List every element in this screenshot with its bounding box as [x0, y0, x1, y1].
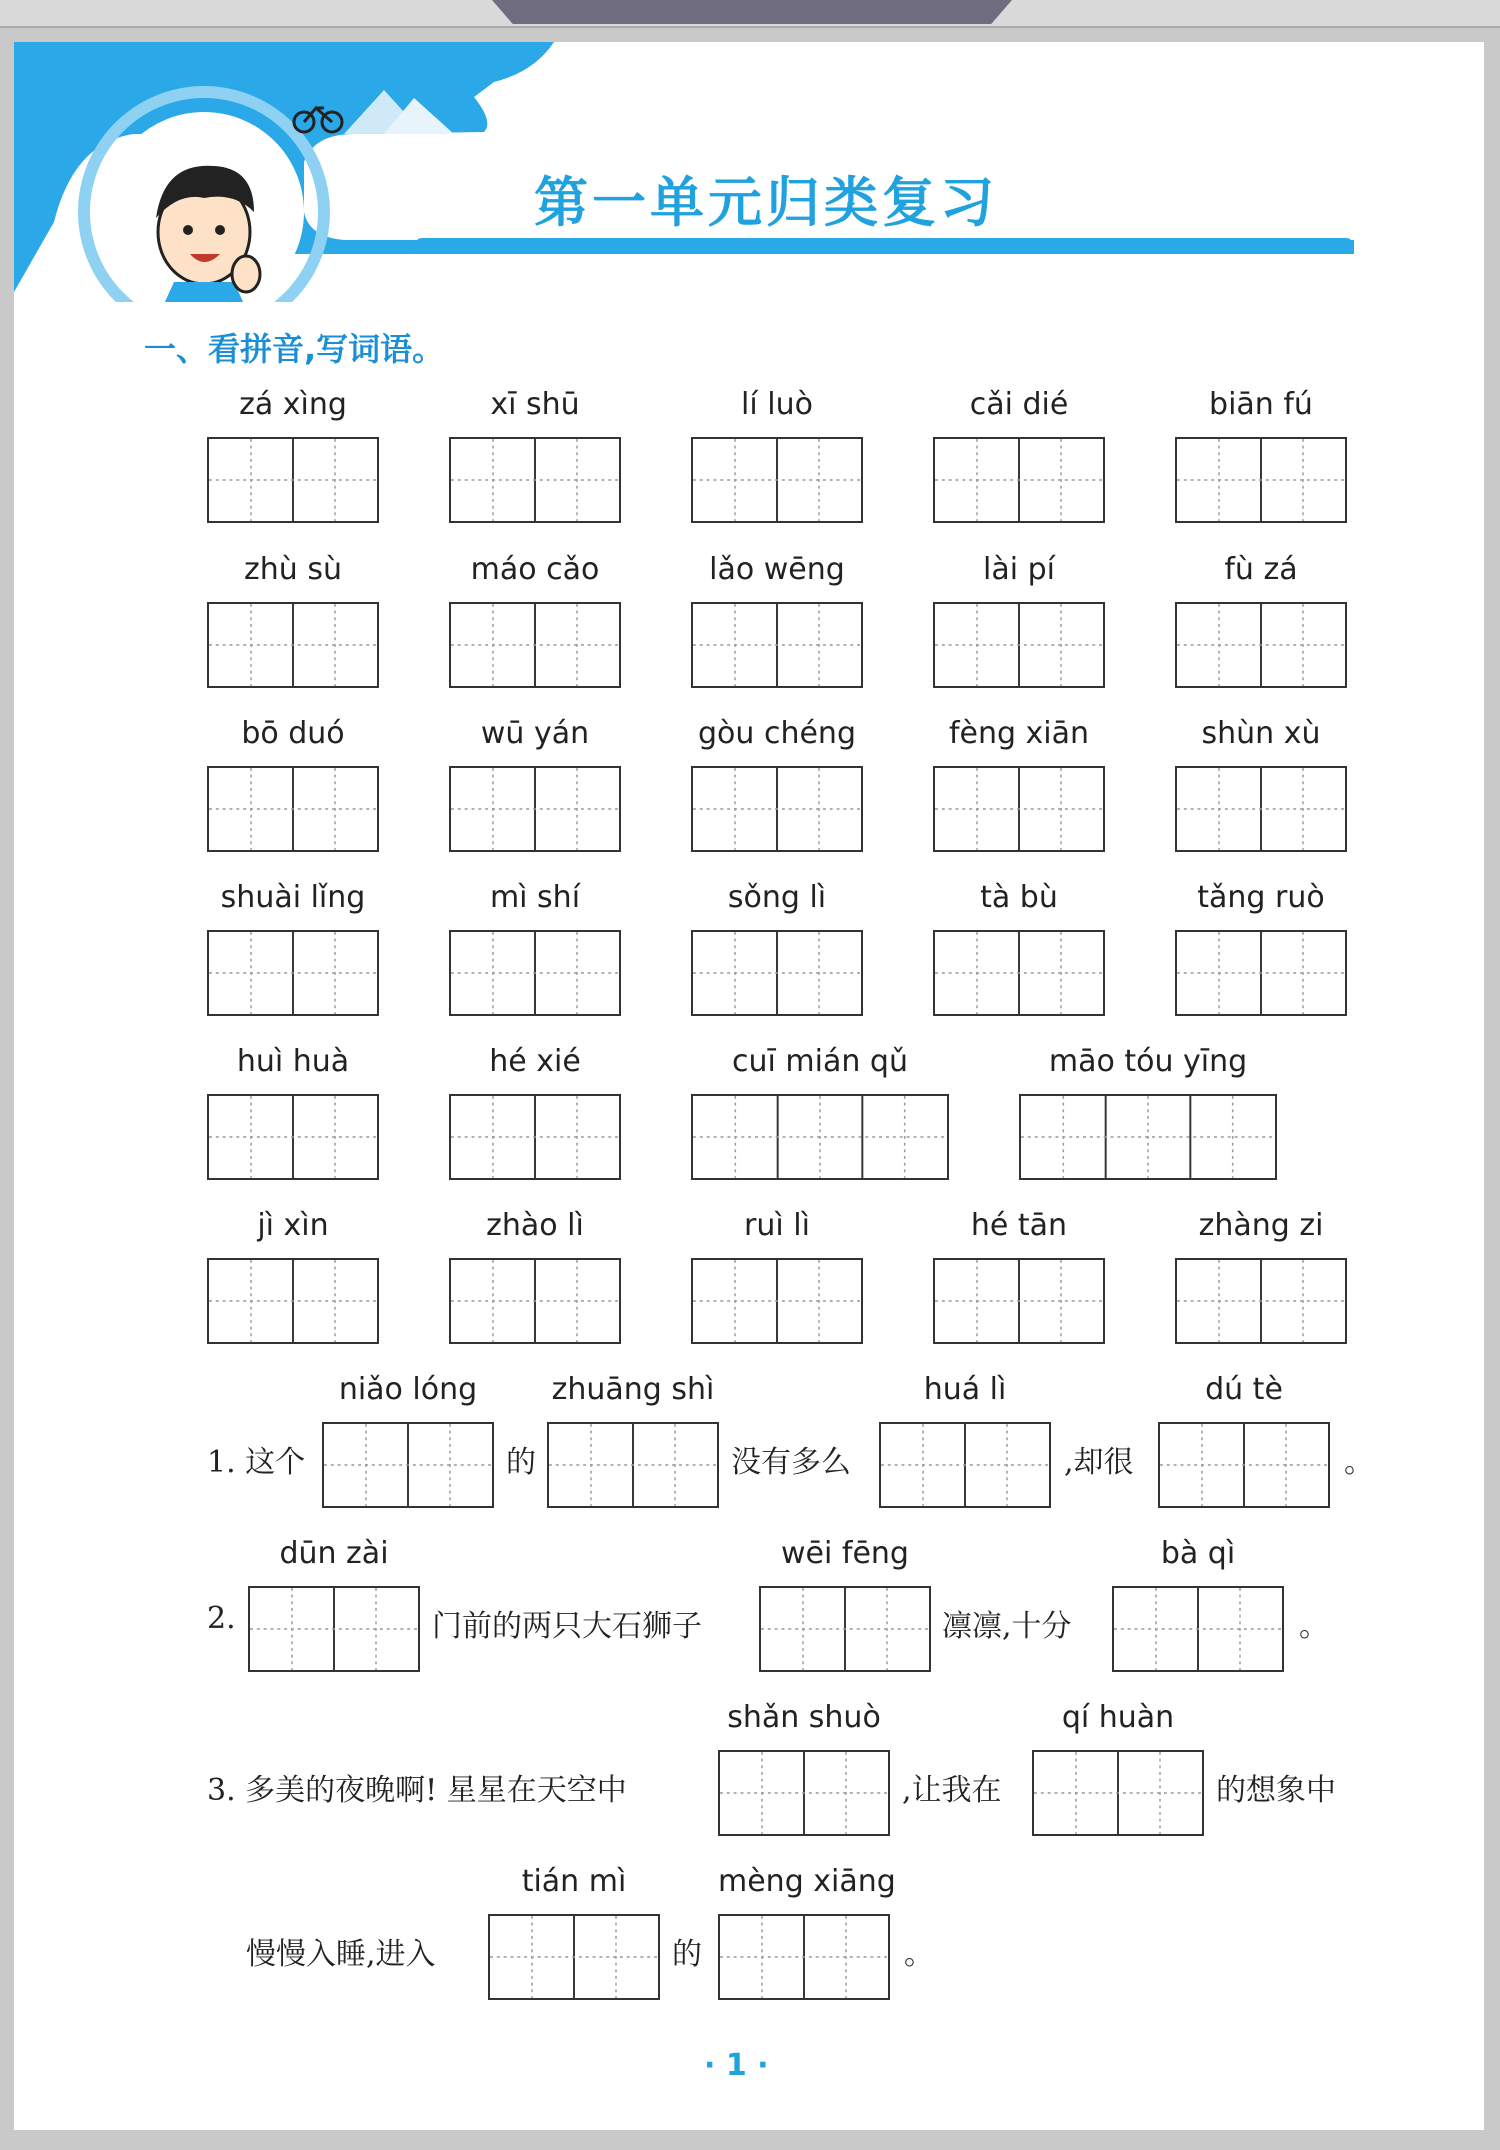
- character-writing-grid[interactable]: [879, 1422, 1051, 1508]
- word-item: [718, 1864, 896, 2004]
- page-number: · 1 ·: [704, 2048, 769, 2083]
- sentence-text: 。: [904, 1937, 934, 1972]
- pinyin-label: zhù sù: [244, 552, 342, 587]
- pinyin-label: ruì lì: [744, 1208, 810, 1243]
- viewer-top-bar: [0, 0, 1500, 28]
- pinyin-label: tà bù: [980, 880, 1058, 915]
- character-writing-grid[interactable]: [933, 766, 1105, 852]
- word-item: [207, 387, 379, 527]
- word-item: [1019, 1044, 1277, 1184]
- word-item: [1175, 880, 1347, 1020]
- sentence-text: ,却很: [1064, 1445, 1134, 1480]
- word-item: [449, 387, 621, 527]
- sentence-text: ,让我在: [902, 1773, 1002, 1808]
- character-writing-grid[interactable]: [449, 437, 621, 523]
- pinyin-label: zhuāng shì: [551, 1372, 715, 1407]
- word-item: [933, 552, 1105, 692]
- pinyin-label: mèng xiāng: [718, 1864, 896, 1899]
- character-writing-grid[interactable]: [1112, 1586, 1284, 1672]
- character-writing-grid[interactable]: [322, 1422, 494, 1508]
- pinyin-label: hé tān: [970, 1208, 1068, 1243]
- word-item: [248, 1536, 420, 1676]
- pinyin-label: lài pí: [983, 552, 1055, 587]
- pinyin-label: shùn xù: [1201, 716, 1321, 751]
- word-item: [1032, 1700, 1204, 1840]
- character-writing-grid[interactable]: [1019, 1094, 1277, 1180]
- sentence-text: 3. 多美的夜晚啊! 星星在天空中: [207, 1773, 627, 1808]
- sentence-text: 的: [672, 1937, 702, 1972]
- word-item: [691, 880, 863, 1020]
- word-item: [207, 552, 379, 692]
- pinyin-label: cǎi dié: [969, 387, 1069, 422]
- word-item: [207, 716, 379, 856]
- word-item: [933, 387, 1105, 527]
- character-writing-grid[interactable]: [207, 1258, 379, 1344]
- word-item: [691, 1044, 949, 1184]
- word-item: [1175, 1208, 1347, 1348]
- character-writing-grid[interactable]: [691, 602, 863, 688]
- pinyin-label: jì xìn: [257, 1208, 329, 1243]
- character-writing-grid[interactable]: [933, 602, 1105, 688]
- pinyin-label: sǒng lì: [727, 880, 827, 915]
- pinyin-label: dú tè: [1205, 1372, 1283, 1407]
- word-item: [933, 880, 1105, 1020]
- section-title: 一、看拼音,写词语。: [144, 330, 445, 368]
- character-writing-grid[interactable]: [1175, 602, 1347, 688]
- character-writing-grid[interactable]: [207, 602, 379, 688]
- character-writing-grid[interactable]: [207, 930, 379, 1016]
- word-item: [1175, 387, 1347, 527]
- pinyin-label: wū yán: [480, 716, 590, 751]
- character-writing-grid[interactable]: [933, 930, 1105, 1016]
- word-item: [449, 1044, 621, 1184]
- word-item: [718, 1700, 890, 1840]
- word-item: [322, 1372, 494, 1512]
- pinyin-label: xī shū: [490, 387, 580, 422]
- word-item: [488, 1864, 660, 2004]
- character-writing-grid[interactable]: [547, 1422, 719, 1508]
- pinyin-label: zá xìng: [239, 387, 347, 422]
- character-writing-grid[interactable]: [718, 1914, 890, 2000]
- character-writing-grid[interactable]: [207, 1094, 379, 1180]
- character-writing-grid[interactable]: [449, 1094, 621, 1180]
- sentence-text: 凛凛,十分: [942, 1609, 1072, 1644]
- sentence-text: 的: [506, 1445, 536, 1480]
- character-writing-grid[interactable]: [207, 437, 379, 523]
- word-item: [207, 1208, 379, 1348]
- pinyin-label: tián mì: [521, 1864, 627, 1899]
- word-item: [933, 1208, 1105, 1348]
- pinyin-label: dūn zài: [279, 1536, 389, 1571]
- word-item: [1175, 716, 1347, 856]
- unit-title: 第一单元归类复习: [534, 171, 998, 234]
- character-writing-grid[interactable]: [759, 1586, 931, 1672]
- character-writing-grid[interactable]: [449, 766, 621, 852]
- word-item: [879, 1372, 1051, 1512]
- pinyin-label: lí luò: [741, 387, 813, 422]
- sentence-text: 门前的两只大石狮子: [432, 1609, 702, 1644]
- sentence-text: 慢慢入睡,进入: [246, 1937, 436, 1972]
- word-item: [207, 880, 379, 1020]
- character-writing-grid[interactable]: [1175, 930, 1347, 1016]
- pinyin-label: huá lì: [923, 1372, 1007, 1407]
- word-item: [1175, 552, 1347, 692]
- word-item: [691, 1208, 863, 1348]
- pinyin-label: hé xié: [489, 1044, 581, 1079]
- pinyin-label: niǎo lóng: [338, 1372, 478, 1407]
- word-item: [207, 1044, 379, 1184]
- character-writing-grid[interactable]: [691, 1258, 863, 1344]
- character-writing-grid[interactable]: [248, 1586, 420, 1672]
- word-item: [691, 716, 863, 856]
- character-writing-grid[interactable]: [449, 602, 621, 688]
- word-item: [933, 716, 1105, 856]
- word-item: [449, 716, 621, 856]
- character-writing-grid[interactable]: [1158, 1422, 1330, 1508]
- word-item: [547, 1372, 719, 1512]
- character-writing-grid[interactable]: [933, 1258, 1105, 1344]
- sentence-text: 的想象中: [1216, 1773, 1336, 1808]
- pinyin-label: shuài lǐng: [220, 880, 366, 915]
- pinyin-label: fèng xiān: [948, 716, 1090, 751]
- sentence-text: 2.: [207, 1601, 236, 1636]
- pinyin-label: zhào lì: [486, 1208, 584, 1243]
- word-item: [691, 387, 863, 527]
- sentence-text: 。: [1344, 1445, 1374, 1480]
- character-writing-grid[interactable]: [449, 1258, 621, 1344]
- pinyin-label: māo tóu yīng: [1048, 1044, 1248, 1079]
- word-item: [1158, 1372, 1330, 1512]
- character-writing-grid[interactable]: [691, 766, 863, 852]
- word-item: [449, 1208, 621, 1348]
- pinyin-label: wēi fēng: [781, 1536, 909, 1571]
- pinyin-label: bō duó: [241, 716, 345, 751]
- word-item: [449, 552, 621, 692]
- pinyin-label: qí huàn: [1061, 1700, 1175, 1735]
- worksheet-page: [14, 42, 1484, 2130]
- character-writing-grid[interactable]: [207, 766, 379, 852]
- pinyin-label: huì huà: [236, 1044, 350, 1079]
- word-item: [691, 552, 863, 692]
- character-writing-grid[interactable]: [691, 930, 863, 1016]
- character-writing-grid[interactable]: [691, 437, 863, 523]
- character-writing-grid[interactable]: [933, 437, 1105, 523]
- character-writing-grid[interactable]: [1175, 766, 1347, 852]
- pinyin-label: cuī mián qǔ: [732, 1044, 908, 1079]
- word-item: [759, 1536, 931, 1676]
- character-writing-grid[interactable]: [488, 1914, 660, 2000]
- pinyin-label: fù zá: [1224, 552, 1298, 587]
- pinyin-label: gòu chéng: [698, 716, 856, 751]
- character-writing-grid[interactable]: [718, 1750, 890, 1836]
- pinyin-label: mì shí: [489, 880, 581, 915]
- pinyin-label: tǎng ruò: [1197, 880, 1325, 915]
- character-writing-grid[interactable]: [1032, 1750, 1204, 1836]
- word-item: [1112, 1536, 1284, 1676]
- viewer-tab[interactable]: [492, 0, 1012, 24]
- word-item: [449, 880, 621, 1020]
- sentence-text: 没有多么: [731, 1445, 851, 1480]
- pinyin-label: shǎn shuò: [727, 1700, 881, 1735]
- pinyin-label: bà qì: [1160, 1536, 1236, 1571]
- character-writing-grid[interactable]: [1175, 1258, 1347, 1344]
- character-writing-grid[interactable]: [449, 930, 621, 1016]
- character-writing-grid[interactable]: [1175, 437, 1347, 523]
- pinyin-label: máo cǎo: [470, 552, 600, 587]
- pinyin-label: lǎo wēng: [709, 552, 845, 587]
- sentence-text: 1. 这个: [207, 1445, 306, 1480]
- pinyin-label: biān fú: [1209, 387, 1313, 422]
- character-writing-grid[interactable]: [691, 1094, 949, 1180]
- sentence-text: 。: [1299, 1609, 1329, 1644]
- pinyin-label: zhàng zi: [1198, 1208, 1324, 1243]
